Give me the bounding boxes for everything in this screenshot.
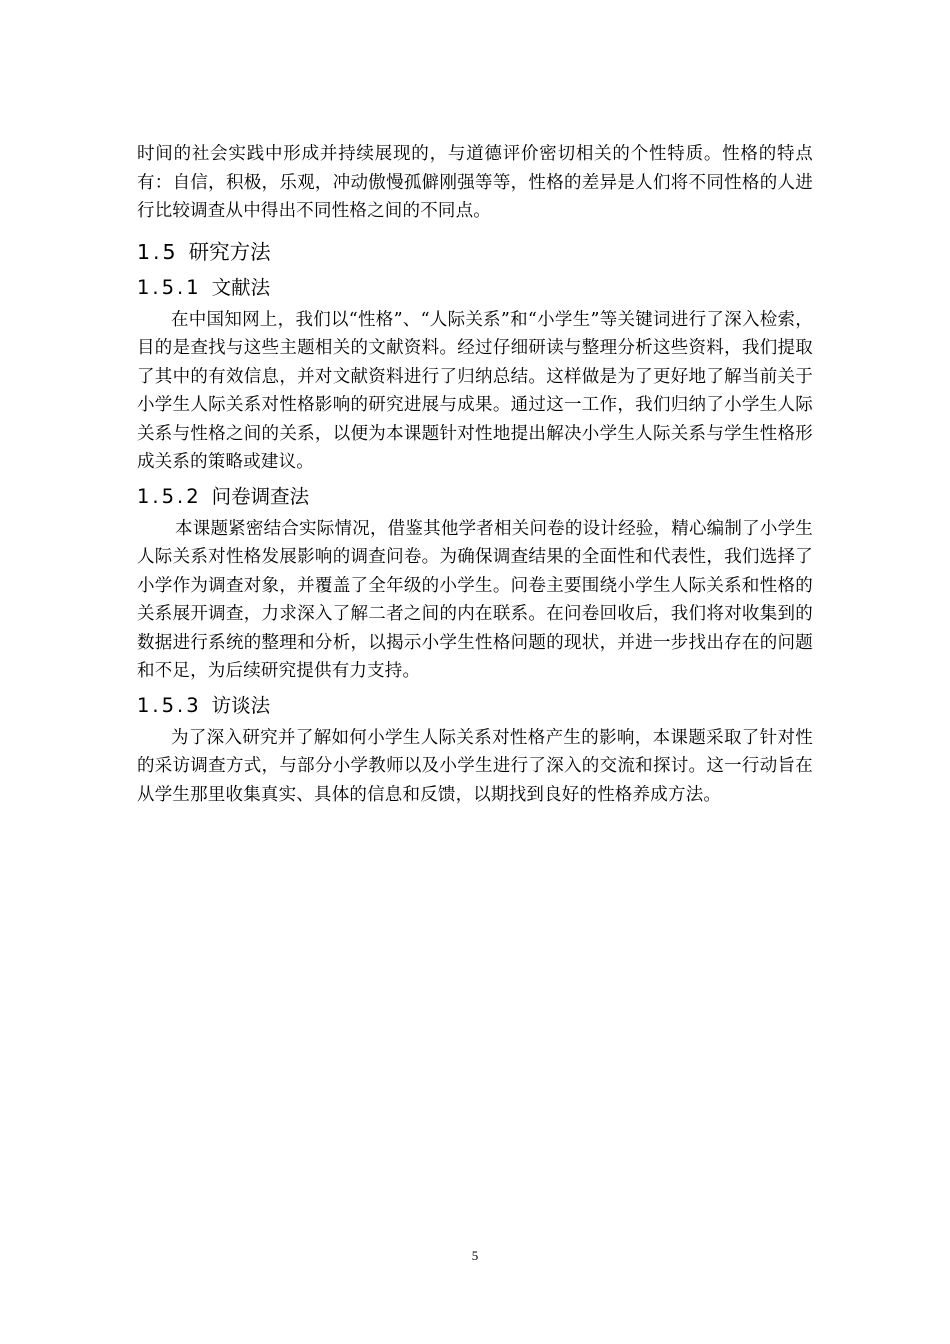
section-number: 1.5 [137,239,179,264]
subsection-heading-interview [137,688,813,724]
subsection-title: 访谈法 [211,693,271,717]
page-number: 5 [471,1248,479,1263]
subsection-heading-literature [137,270,813,306]
interview-method-paragraph: 为了深入研究并了解如何小学生人际关系对性格产生的影响，本课题采取了针对性的采访调查方式，与部分小学教师以及小学生进行了深入的交流和探讨。这一行动旨在从学生那里收集真实、具体的信息和反馈，以期找到良好的性格养成方法。 [137,727,813,805]
subsection-heading-questionnaire [137,479,813,515]
document-page [137,140,813,809]
section-title: 研究方法 [188,239,271,264]
subsection-number: 1.5.3 [137,693,202,717]
intro-paragraph: 时间的社会实践中形成并持续展现的，与道德评价密切相关的个性特质。性格的特点有：自信，积极，乐观，冲动傲慢孤僻刚强等等，性格的差异是人们将不同性格的人进行比较调查从中得出不同性格之间的不同点。 [137,144,813,221]
subsection-number: 1.5.2 [137,484,202,508]
subsection-title: 文献法 [211,275,271,299]
subsection-title: 问卷调查法 [211,484,310,508]
subsection-number: 1.5.1 [137,275,202,299]
questionnaire-method-paragraph: 本课题紧密结合实际情况，借鉴其他学者相关问卷的设计经验，精心编制了小学生人际关系对性格发展影响的调查问卷。为确保调查结果的全面性和代表性，我们选择了小学作为调查对象，并覆盖了全年级的小学生。问卷主要围绕小学生人际关系和性格的关系展开调查，力求深入了解二者之间的内在联系。在问卷回收后，我们将对收集到的数据进行系统的整理和分析，以揭示小学生性格问题的现状，并进一步找出存在的问题和不足，为后续研究提供有力支持。 [137,518,813,681]
literature-method-paragraph: 在中国知网上，我们以“性格”、“人际关系”和“小学生”等关键词进行了深入检索，目的是查找与这些主题相关的文献资料。经过仔细研读与整理分析这些资料，我们提取了其中的有效信息，并对文献资料进行了归纳总结。这样做是为了更好地了解当前关于小学生人际关系对性格影响的研究进展与成果。通过这一工作，我们归纳了小学生人际关系与性格之间的关系，以便为本课题针对性地提出解决小学生人际关系与学生性格形成关系的策略或建议。 [137,309,813,472]
section-heading [137,234,813,270]
